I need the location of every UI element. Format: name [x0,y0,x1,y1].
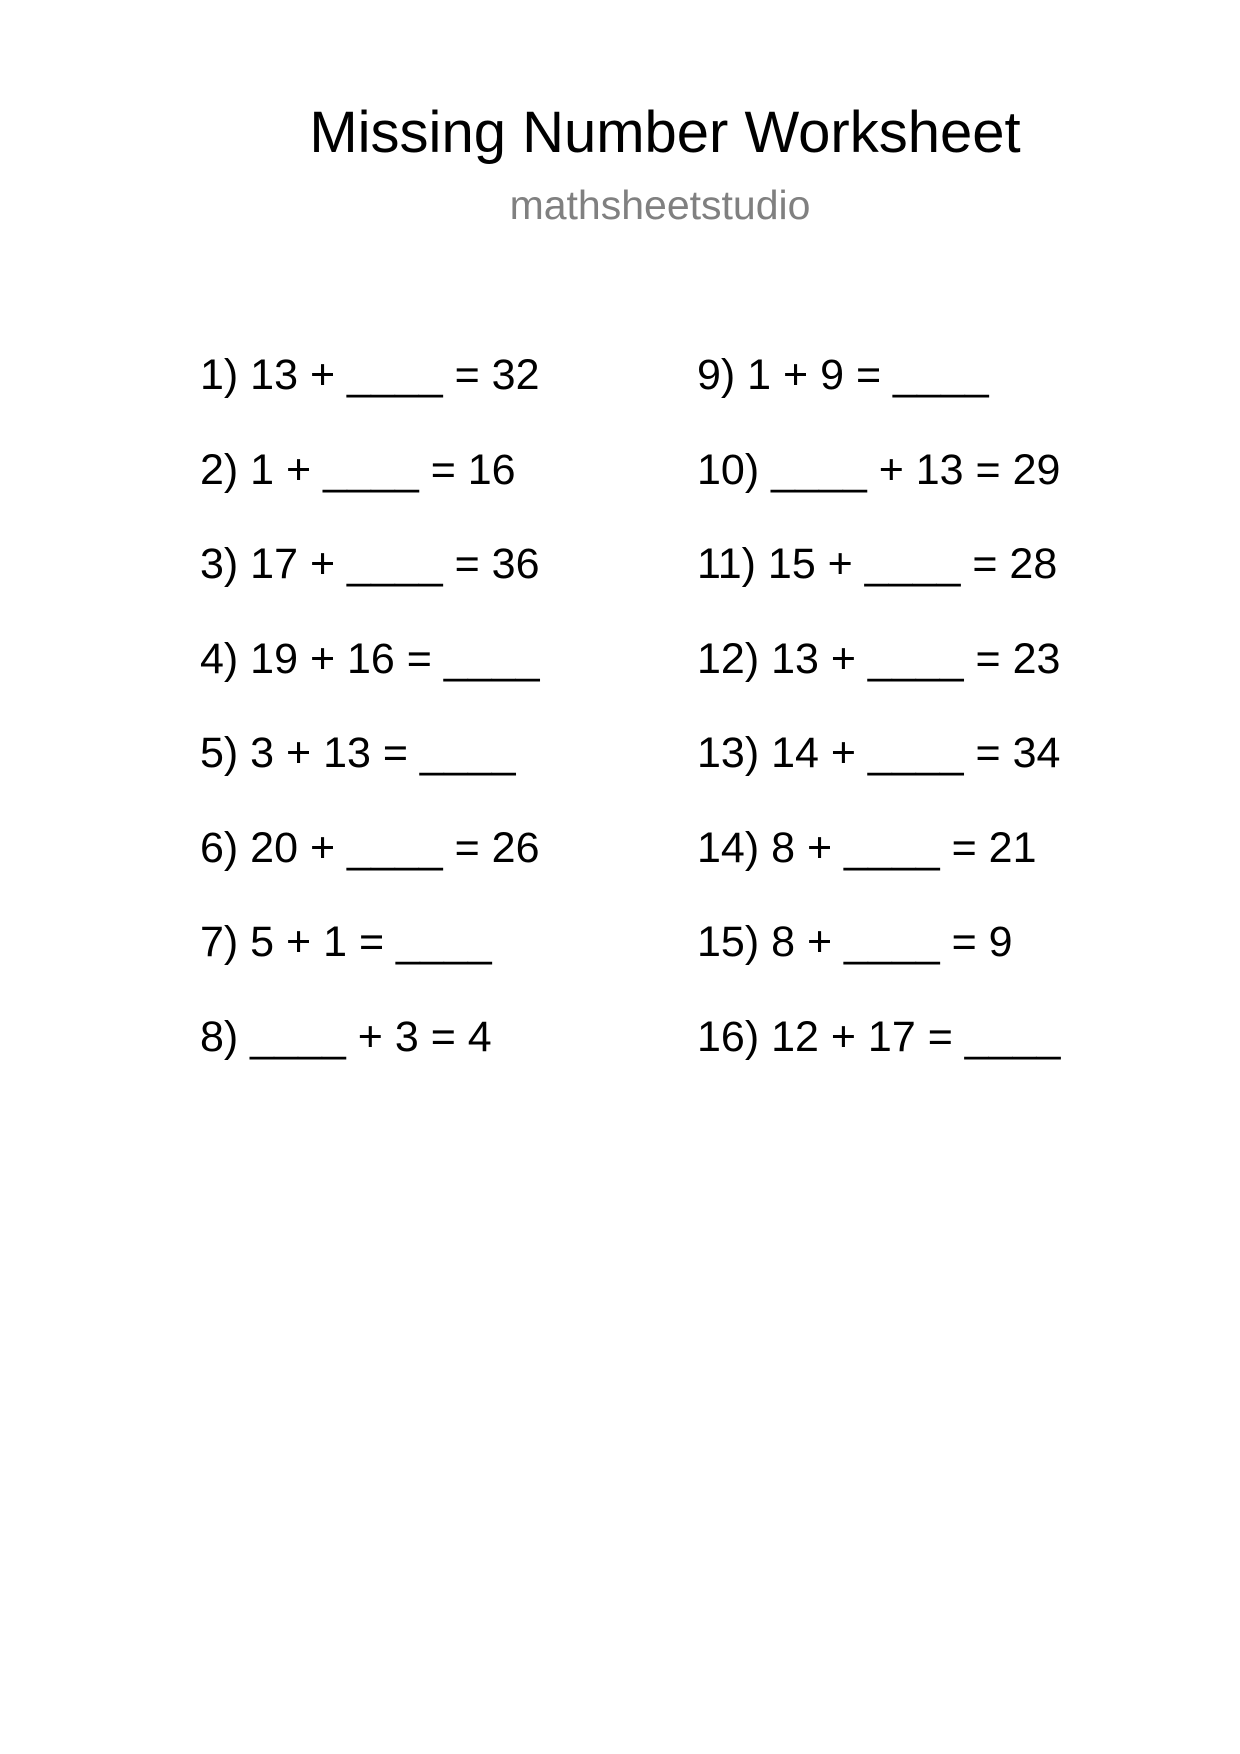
problem-1: 1) 13 + ____ = 32 [200,351,540,399]
problem-11: 11) 15 + ____ = 28 [697,540,1058,588]
problem-10: 10) ____ + 13 = 29 [697,445,1061,494]
worksheet-source: mathsheetstudio [509,182,811,228]
problem-14: 14) 8 + ____ = 21 [697,823,1037,872]
problem-15: 15) 8 + ____ = 9 [697,918,1013,966]
problem-column-left [200,350,540,1106]
problem-13: 13) 14 + ____ = 34 [697,729,1061,777]
problem-12: 12) 13 + ____ = 23 [697,634,1061,683]
problem-column-right [697,350,1060,1106]
problem-6: 6) 20 + ____ = 26 [200,823,540,872]
problem-3: 3) 17 + ____ = 36 [200,540,540,588]
problem-7: 7) 5 + 1 = ____ [200,918,492,966]
problem-9: 9) 1 + 9 = ____ [697,351,989,399]
problem-5: 5) 3 + 13 = ____ [200,729,516,777]
problem-8: 8) ____ + 3 = 4 [200,1012,492,1061]
worksheet-title: Missing Number Worksheet [309,100,1021,165]
problem-4: 4) 19 + 16 = ____ [200,634,540,683]
problem-2: 2) 1 + ____ = 16 [200,445,516,494]
problem-16: 16) 12 + 17 = ____ [697,1012,1061,1061]
